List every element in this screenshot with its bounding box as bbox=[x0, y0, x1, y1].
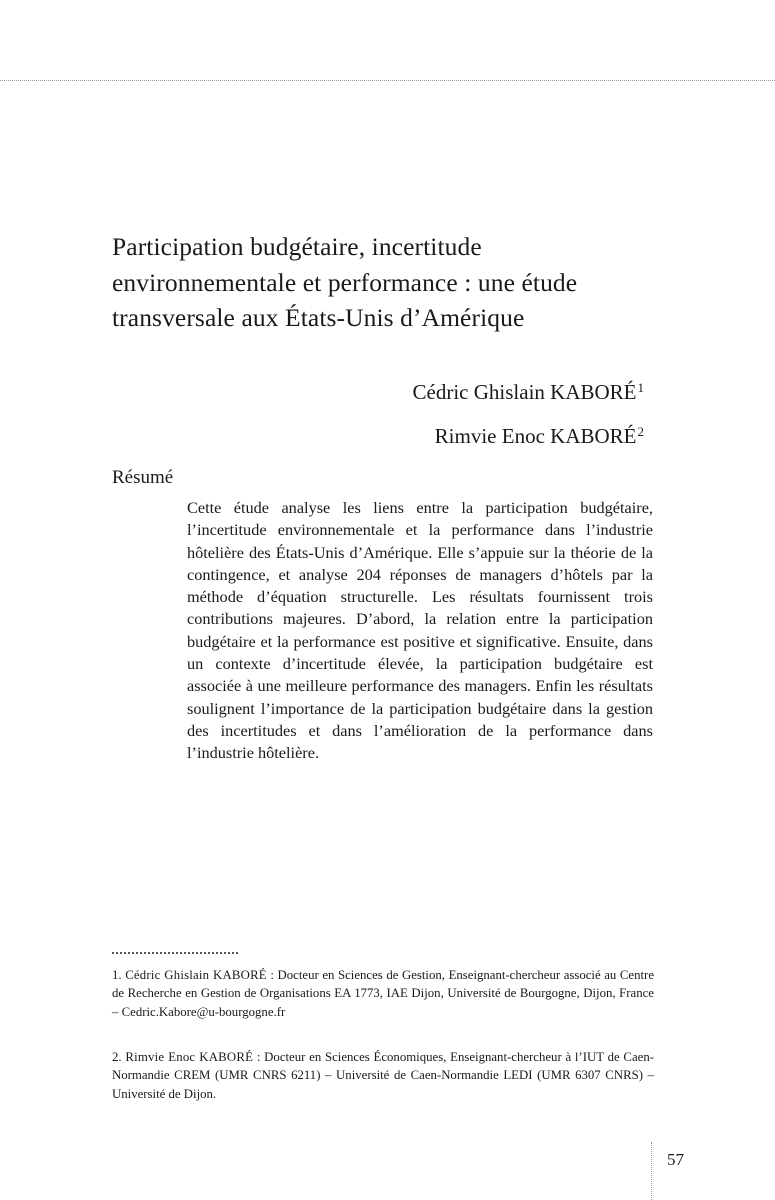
abstract-heading: Résumé bbox=[112, 467, 174, 488]
footnote-author: Cédric Ghislain KABORÉ bbox=[125, 968, 267, 982]
margin-dotted-rule bbox=[651, 1142, 652, 1200]
footnote-label: 1. bbox=[112, 968, 122, 982]
author-name: Cédric Ghislain KABORÉ bbox=[412, 380, 637, 404]
footnote-mark[interactable]: 1 bbox=[637, 380, 644, 395]
author bbox=[413, 368, 644, 412]
footnote bbox=[112, 966, 654, 1021]
author bbox=[413, 412, 644, 456]
footnote-author: Rimvie Enoc KABORÉ bbox=[125, 1050, 254, 1064]
footnote-text: : Docteur en Sciences de Gestion, Enseignant-chercheur associé au Centre de Recherche en Gestion de Organisations EA 1773, IAE Dijon, Université de Bourgogne, Dijon, France – Cedric.Kabore@u-bourgogne.fr bbox=[112, 968, 654, 1019]
abstract-text: Cette étude analyse les liens entre la participation budgétaire, l’incertitude environnementale et la performance dans l’industrie hôtelière des États-Unis d’Amérique. Elle s’appuie sur la théorie de la contingence, et analyse 204 réponses de managers d’hôtels par la méthode d’équation structurelle. Les résultats fournissent trois contributions majeures. D’abord, la relation entre la participation budgétaire et la performance est positive et significative. Ensuite, dans un contexte d’incertitude élevée, la participation budgétaire est associée à une meilleure performance des managers. Enfin les résultats soulignent l’importance de la participation budgétaire dans la gestion des incertitudes et dans l’amélioration de la performance dans l’industrie hôtelière. bbox=[187, 498, 653, 763]
footnote-separator bbox=[112, 952, 238, 954]
title-line: transversale aux États-Unis d’Amérique bbox=[112, 303, 525, 332]
header-dotted-rule bbox=[0, 80, 775, 81]
title-line: Participation budgétaire, incertitude bbox=[112, 232, 482, 261]
title-line: environnementale et performance : une étude bbox=[112, 267, 578, 297]
footnote-label: 2. bbox=[112, 1050, 122, 1064]
author-name: Rimvie Enoc KABORÉ bbox=[434, 424, 637, 448]
footnote-text: : Docteur en Sciences Économiques, Enseignant-chercheur à l’IUT de Caen-Normandie CREM (UMR CNRS 6211) – Université de Caen-Normandie LEDI (UMR 6307 CNRS) – Université de Dijon. bbox=[112, 1050, 654, 1101]
author-list bbox=[413, 368, 644, 456]
article-title bbox=[112, 229, 672, 336]
page-number: 57 bbox=[667, 1150, 684, 1169]
footnote-mark[interactable]: 2 bbox=[637, 424, 644, 439]
footnote bbox=[112, 1048, 654, 1103]
